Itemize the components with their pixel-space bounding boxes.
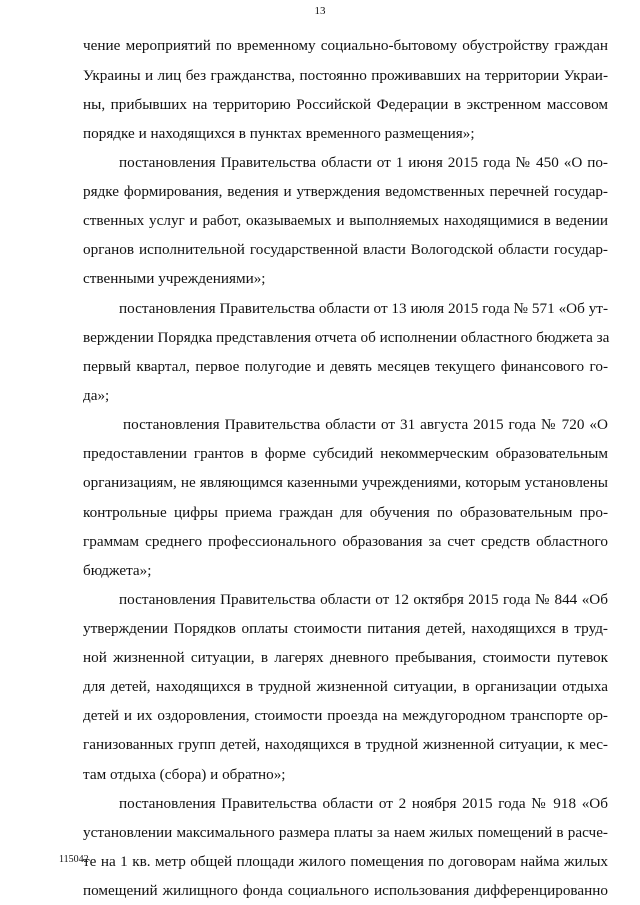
text-line: первый квартал, первое полугодие и девять месяцев текущего финансового го- <box>83 358 608 375</box>
text-line: чение мероприятий по временному социально-бытовому обустройству граждан <box>83 37 608 54</box>
text-line: постановления Правительства области от 1 июня 2015 года № 450 «О по- <box>119 154 608 171</box>
text-line: верждении Порядка представления отчета об исполнении областного бюджета за <box>83 329 610 346</box>
text-line: там отдыха (сбора) и обратно»; <box>83 766 286 783</box>
text-line: ственными учреждениями»; <box>83 270 266 287</box>
text-line: ной жизненной ситуации, в лагерях дневного пребывания, стоимости путевок <box>83 649 608 666</box>
text-line: органов исполнительной государственной власти Вологодской области государ- <box>83 241 608 258</box>
text-line: ственных услуг и работ, оказываемых и выполняемых находящимися в ведении <box>83 212 608 229</box>
text-line: ганизованных групп детей, находящихся в трудной жизненной ситуации, к мес- <box>83 736 608 753</box>
text-line: организациям, не являющимся казенными учреждениями, которым установлены <box>83 474 608 491</box>
text-line: помещений жилищного фонда социального использования дифференцированно <box>83 882 608 899</box>
text-line: детей и их оздоровления, стоимости проезда на междугородном транспорте ор- <box>83 707 608 724</box>
text-line: Украины и лиц без гражданства, постоянно проживавших на территории Украи- <box>83 67 608 84</box>
text-line: установлении максимального размера платы за наем жилых помещений в расче- <box>83 824 608 841</box>
text-line: предоставлении грантов в форме субсидий некоммерческим образовательным <box>83 445 608 462</box>
text-line: бюджета»; <box>83 562 152 579</box>
text-line: те на 1 кв. метр общей площади жилого помещения по договорам найма жилых <box>83 853 608 870</box>
text-line: да»; <box>83 387 110 404</box>
text-line: контрольные цифры приема граждан для обучения по образовательным про- <box>83 504 608 521</box>
text-line: ны, прибывших на территорию Российской Федерации в экстренном массовом <box>83 96 608 113</box>
text-line: для детей, находящихся в трудной жизненной ситуации, в организации отдыха <box>83 678 608 695</box>
page-number: 13 <box>314 5 326 17</box>
text-line: рядке формирования, ведения и утверждения ведомственных перечней государ- <box>83 183 608 200</box>
text-line: порядке и находящихся в пунктах временного размещения»; <box>83 125 475 142</box>
text-line: постановления Правительства области от 13 июля 2015 года № 571 «Об ут- <box>119 300 608 317</box>
document-code: 115042 <box>59 854 89 865</box>
text-line: постановления Правительства области от 31 августа 2015 года № 720 «О <box>123 416 608 433</box>
text-line: граммам среднего профессионального образования за счет средств областного <box>83 533 608 550</box>
text-line: постановления Правительства области от 2 ноября 2015 года № 918 «Об <box>119 795 608 812</box>
text-line: постановления Правительства области от 12 октября 2015 года № 844 «Об <box>119 591 608 608</box>
text-line: утверждении Порядков оплаты стоимости питания детей, находящихся в труд- <box>83 620 608 637</box>
